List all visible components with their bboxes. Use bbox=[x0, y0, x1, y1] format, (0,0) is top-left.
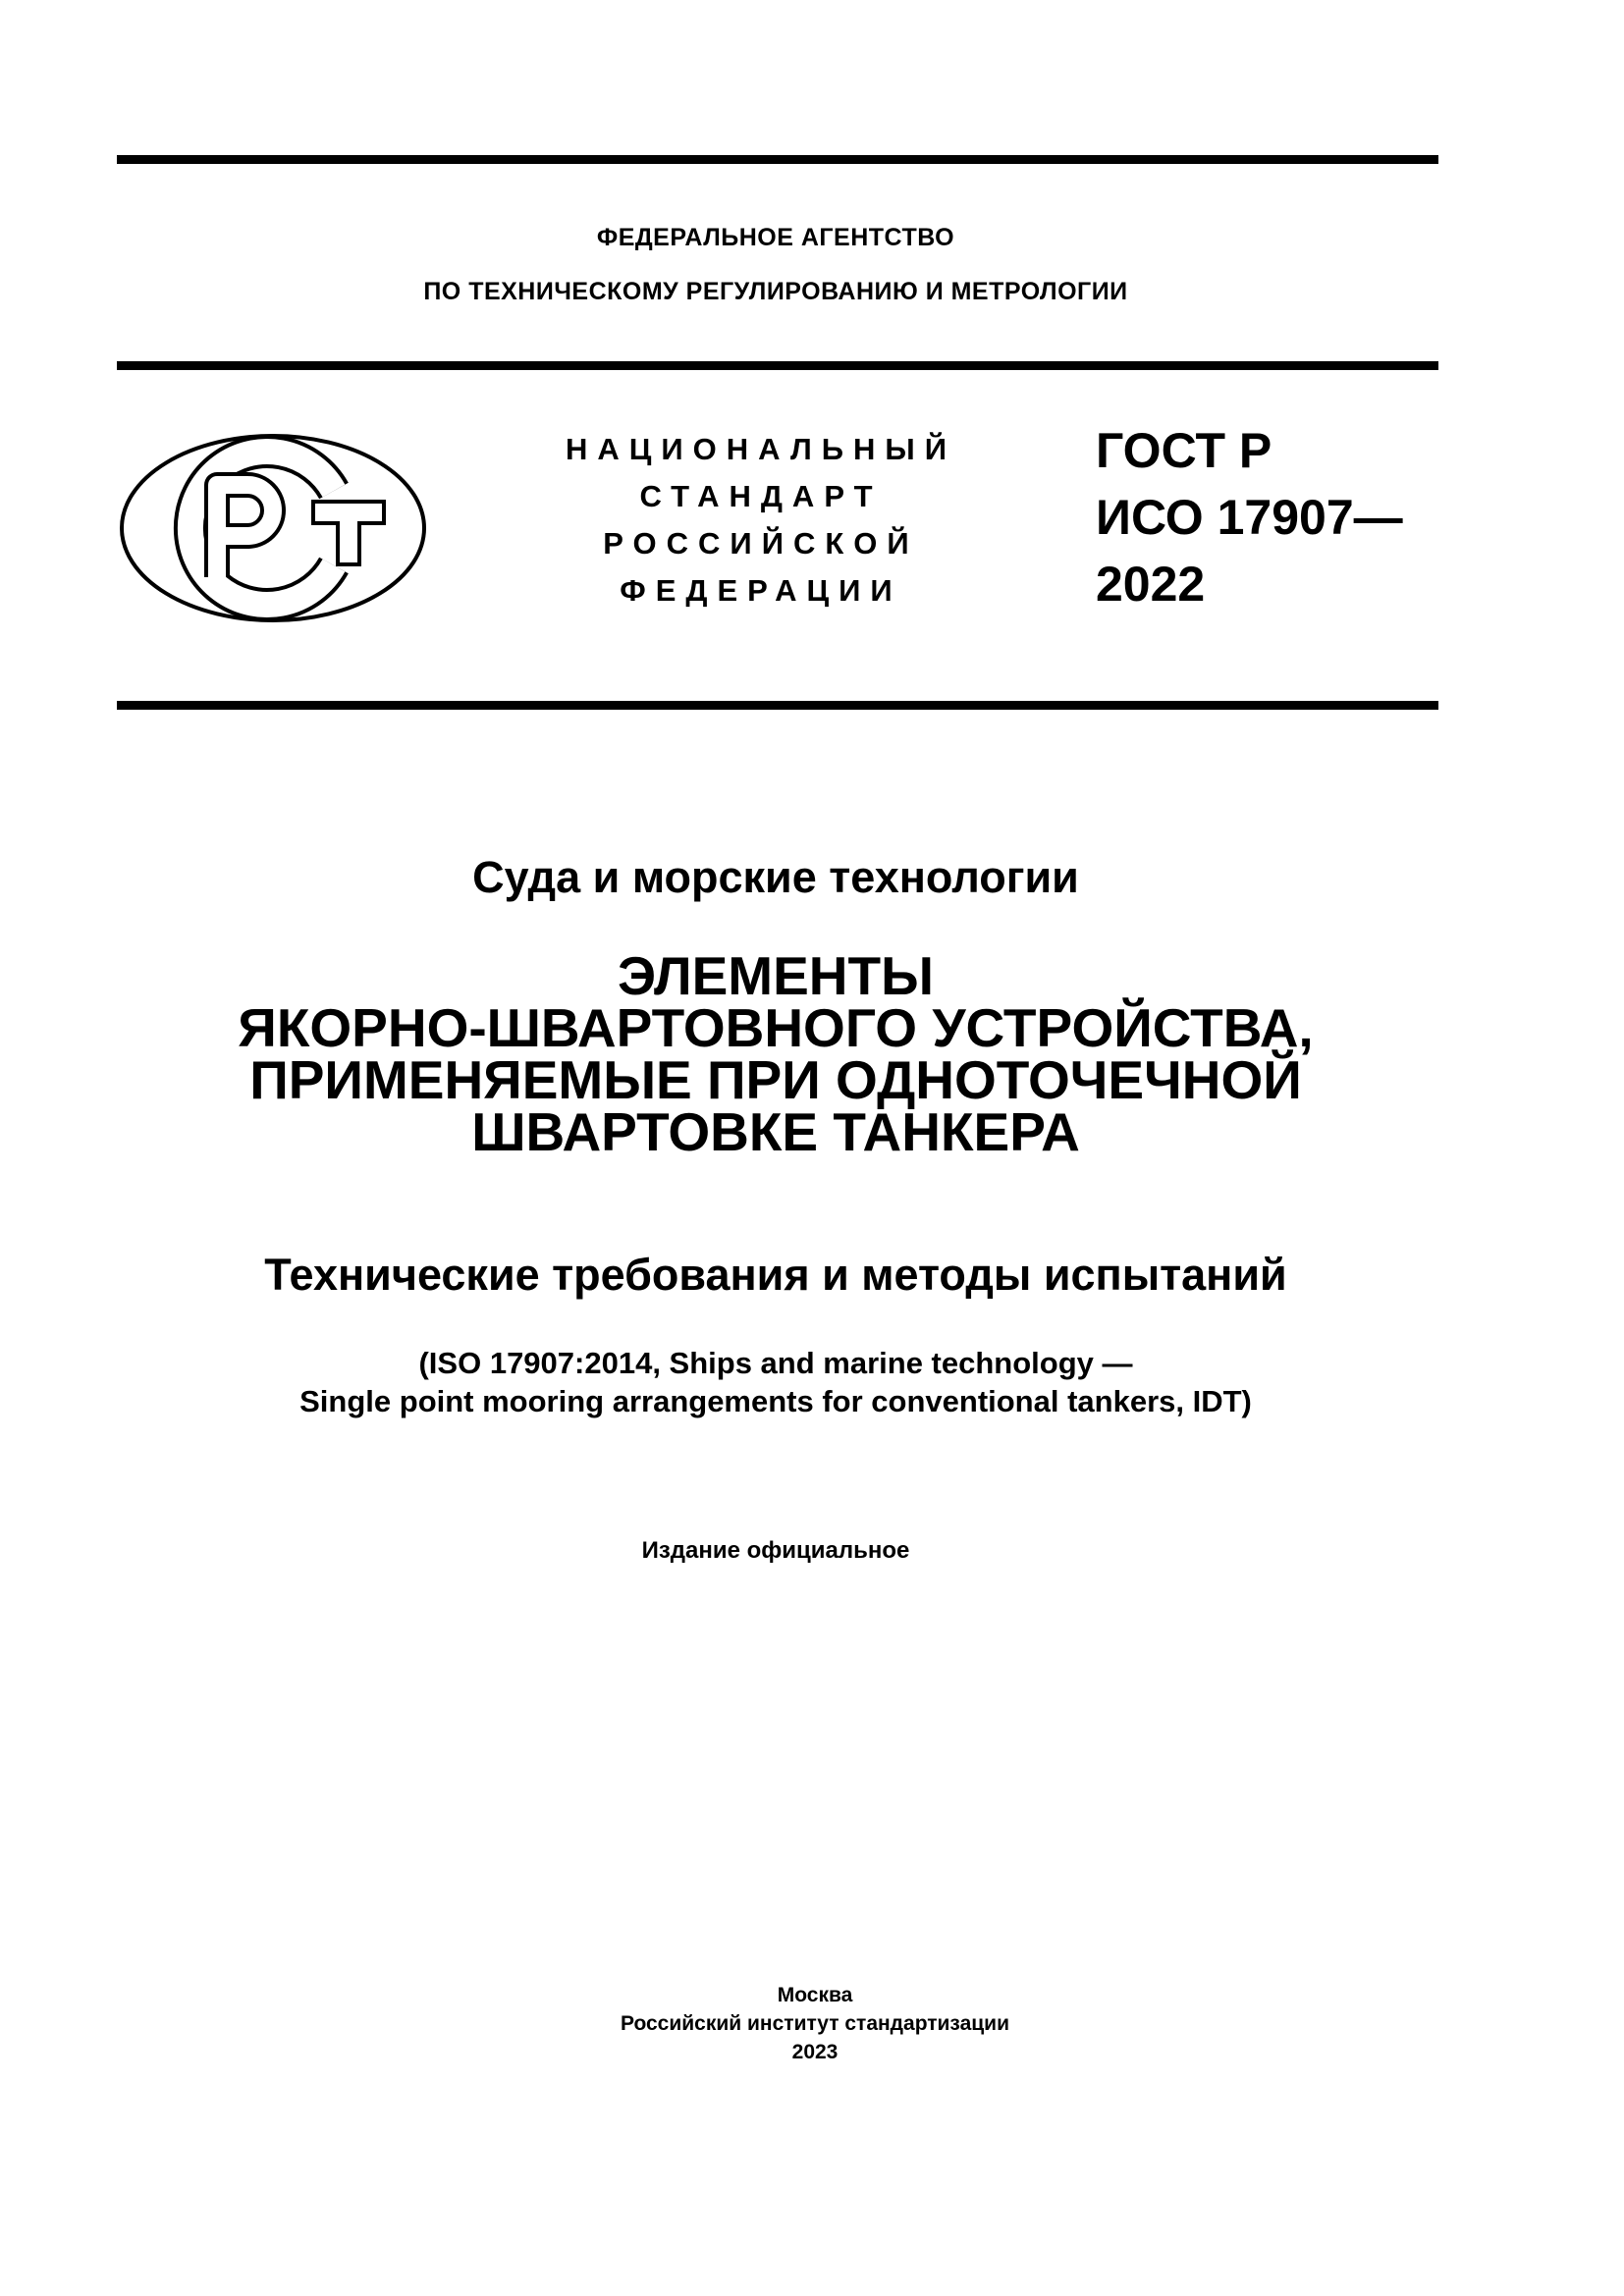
national-line-4: ФЕДЕРАЦИИ bbox=[620, 573, 902, 608]
national-line-2: СТАНДАРТ bbox=[639, 479, 883, 513]
rst-logo bbox=[116, 430, 430, 626]
title-line-3: ПРИМЕНЯЕМЫЕ ПРИ ОДНОТОЧЕЧНОЙ bbox=[249, 1049, 1302, 1110]
agency-line-1: ФЕДЕРАЛЬНОЕ АГЕНТСТВО bbox=[596, 224, 955, 251]
designation-line-3: 2022 bbox=[1096, 557, 1206, 612]
standard-designation bbox=[1096, 417, 1403, 617]
publisher-year: 2023 bbox=[791, 2041, 839, 2063]
agency-line-2: ПО ТЕХНИЧЕСКОМУ РЕГУЛИРОВАНИЮ И МЕТРОЛОГИИ bbox=[423, 278, 1128, 305]
top-rule bbox=[117, 155, 1438, 164]
subject-heading: Суда и морские технологии bbox=[472, 852, 1079, 902]
title-line-4: ШВАРТОВКЕ ТАНКЕРА bbox=[471, 1101, 1080, 1162]
international-line-2: Single point mooring arrangements for conventional tankers, IDT) bbox=[299, 1384, 1252, 1418]
title-line-2: ЯКОРНО-ШВАРТОВНОГО УСТРОЙСТВА, bbox=[238, 997, 1314, 1058]
publisher-block bbox=[39, 1981, 1591, 2066]
lower-rule bbox=[117, 701, 1438, 710]
document-subtitle: Технические требования и методы испытаний bbox=[264, 1250, 1287, 1300]
publisher-institute: Российский институт стандартизации bbox=[620, 2012, 1010, 2035]
international-reference bbox=[0, 1344, 1551, 1420]
document-title bbox=[0, 945, 1551, 1162]
title-line-1: ЭЛЕМЕНТЫ bbox=[618, 945, 934, 1006]
international-line-1: (ISO 17907:2014, Ships and marine technology — bbox=[418, 1346, 1133, 1380]
national-line-3: РОССИЙСКОЙ bbox=[603, 526, 919, 561]
designation-line-1: ГОСТ Р bbox=[1096, 423, 1272, 478]
national-line-1: НАЦИОНАЛЬНЫЙ bbox=[565, 432, 957, 466]
edition-label: Издание официальное bbox=[641, 1537, 910, 1564]
national-standard-block bbox=[545, 426, 977, 614]
upper-rule bbox=[117, 361, 1438, 370]
rst-logo-icon bbox=[116, 430, 430, 626]
publisher-city: Москва bbox=[777, 1984, 853, 2006]
designation-line-2: ИСО 17907— bbox=[1096, 490, 1403, 545]
